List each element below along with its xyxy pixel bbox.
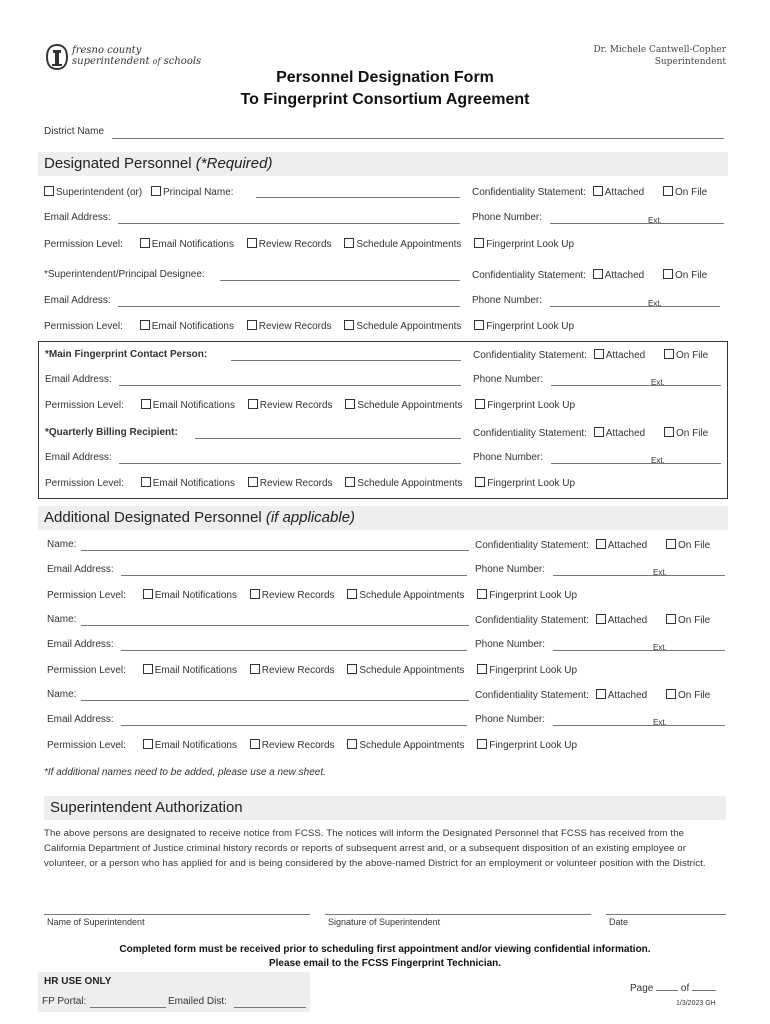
on-file-checkbox-2[interactable] <box>663 269 673 279</box>
additional-note: *If additional names need to be added, please use a new sheet. <box>44 767 326 778</box>
perm-schedule-checkbox-1[interactable] <box>344 238 354 248</box>
phone-field-3[interactable] <box>551 385 721 386</box>
fp-portal-field[interactable] <box>90 1007 166 1008</box>
perm-review-checkbox-1[interactable] <box>247 238 257 248</box>
on-file-checkbox-3[interactable] <box>664 349 674 359</box>
additional-email-field-1[interactable] <box>121 575 467 576</box>
additional-block-3 <box>47 689 737 759</box>
add-perm-email-checkbox-1[interactable] <box>143 589 153 599</box>
on-file-checkbox-7[interactable] <box>666 689 676 699</box>
district-name-label: District Name <box>44 126 105 137</box>
attached-checkbox-2[interactable] <box>593 269 603 279</box>
designee-label: *Superintendent/Principal Designee: <box>44 269 205 280</box>
additional-phone-label-1: Phone Number: <box>475 564 546 575</box>
additional-ext-label-1: Ext. <box>653 568 667 577</box>
on-file-checkbox-4[interactable] <box>664 427 674 437</box>
additional-phone-label-2: Phone Number: <box>475 639 546 650</box>
main-contact-label: *Main Fingerprint Contact Person: <box>45 349 208 360</box>
form-title <box>0 67 770 111</box>
main-contact-field[interactable] <box>231 360 461 361</box>
additional-phone-field-3[interactable] <box>553 725 725 726</box>
perm-schedule-checkbox-3[interactable] <box>345 399 355 409</box>
perm-email-checkbox-3[interactable] <box>141 399 151 409</box>
add-perm-fingerprint-checkbox-1[interactable] <box>477 589 487 599</box>
billing-label: *Quarterly Billing Recipient: <box>45 427 178 438</box>
add-perm-schedule-checkbox-1[interactable] <box>347 589 357 599</box>
fp-portal-label: FP Portal: <box>42 996 87 1007</box>
perm-fingerprint-checkbox-3[interactable] <box>475 399 485 409</box>
principal-checkbox[interactable] <box>151 186 161 196</box>
form-title-line2: To Fingerprint Consortium Agreement <box>240 91 530 108</box>
phone-label-1: Phone Number: <box>472 212 543 223</box>
page-total-field[interactable] <box>692 990 716 991</box>
principal-name-field[interactable] <box>256 197 460 198</box>
email-field-3[interactable] <box>119 385 461 386</box>
superintendent-checkbox[interactable] <box>44 186 54 196</box>
page-number: Page of <box>630 983 716 994</box>
conf-statement-3: Confidentiality Statement: Attached On File <box>473 350 709 361</box>
superintendent-name-field[interactable] <box>44 914 310 915</box>
emailed-dist-label: Emailed Dist: <box>168 996 227 1007</box>
permission-row-3: Permission Level: Email Notifications Review Records Schedule Appointments Fingerprint Look Up <box>45 400 576 411</box>
attached-checkbox-5[interactable] <box>596 539 606 549</box>
add-perm-review-checkbox-2[interactable] <box>250 664 260 674</box>
attached-checkbox-7[interactable] <box>596 689 606 699</box>
add-perm-email-checkbox-2[interactable] <box>143 664 153 674</box>
billing-block <box>45 427 725 497</box>
required-contacts-box <box>38 341 728 499</box>
main-contact-block <box>45 349 725 419</box>
org-name-line2: superintendent of schools <box>72 56 202 67</box>
superintendent-label: Superintendent (or) <box>56 187 143 198</box>
superintendent-header <box>593 44 726 68</box>
perm-email-checkbox-2[interactable] <box>140 320 150 330</box>
phone-label-2: Phone Number: <box>472 295 543 306</box>
additional-email-label-1: Email Address: <box>47 564 114 575</box>
perm-fingerprint-checkbox-1[interactable] <box>474 238 484 248</box>
conf-statement-6: Confidentiality Statement: Attached On File <box>475 615 711 626</box>
additional-email-label-2: Email Address: <box>47 639 114 650</box>
perm-schedule-checkbox-4[interactable] <box>345 477 355 487</box>
conf-statement-4: Confidentiality Statement: Attached On File <box>473 428 709 439</box>
email-label-3: Email Address: <box>45 374 112 385</box>
ext-label-2: Ext. <box>648 299 662 308</box>
phone-label-3: Phone Number: <box>473 374 544 385</box>
superintendent-name: Dr. Michele Cantwell-Copher <box>593 45 726 55</box>
submission-notice-line1: Completed form must be received prior to scheduling first appointment and/or viewing confidential information. <box>119 944 651 955</box>
perm-schedule-checkbox-2[interactable] <box>344 320 354 330</box>
form-title-line1: Personnel Designation Form <box>276 69 494 86</box>
permission-row-4: Permission Level: Email Notifications Review Records Schedule Appointments Fingerprint Look Up <box>45 478 576 489</box>
additional-ext-label-2: Ext. <box>653 643 667 652</box>
permission-row-1: Permission Level: Email Notifications Review Records Schedule Appointments Fingerprint Look Up <box>44 239 575 250</box>
add-perm-fingerprint-checkbox-3[interactable] <box>477 739 487 749</box>
superintendent-name-label: Name of Superintendent <box>47 917 145 927</box>
additional-name-field-3[interactable] <box>81 700 469 701</box>
superintendent-title: Superintendent <box>654 57 726 67</box>
principal-name-label: Principal Name: <box>162 187 234 198</box>
ext-label-3: Ext. <box>651 378 665 387</box>
on-file-checkbox-6[interactable] <box>666 614 676 624</box>
designated-personnel-heading: Designated Personnel (*Required) <box>38 152 728 176</box>
additional-phone-label-3: Phone Number: <box>475 714 546 725</box>
additional-email-label-3: Email Address: <box>47 714 114 725</box>
perm-review-checkbox-2[interactable] <box>247 320 257 330</box>
permission-label-4: Permission Level: <box>45 478 124 489</box>
emailed-dist-field[interactable] <box>234 1007 306 1008</box>
hr-use-only-box <box>38 972 310 1012</box>
conf-statement-7: Confidentiality Statement: Attached On File <box>475 690 711 701</box>
additional-block-2 <box>47 614 737 684</box>
date-label: Date <box>609 917 629 927</box>
add-perm-fingerprint-checkbox-2[interactable] <box>477 664 487 674</box>
permission-label-1: Permission Level: <box>44 239 123 250</box>
additional-email-field-3[interactable] <box>121 725 467 726</box>
on-file-checkbox-1[interactable] <box>663 186 673 196</box>
perm-email-checkbox-4[interactable] <box>141 477 151 487</box>
add-perm-email-checkbox-3[interactable] <box>143 739 153 749</box>
additional-permission-row-3: Permission Level: Email Notifications Review Records Schedule Appointments Fingerprint Look Up <box>47 740 578 751</box>
additional-ext-label-3: Ext. <box>653 718 667 727</box>
additional-phone-field-1[interactable] <box>553 575 725 576</box>
additional-name-label-1: Name: <box>47 539 77 550</box>
phone-label-4: Phone Number: <box>473 452 544 463</box>
form-version: 1/3/2023 GH <box>676 1000 716 1007</box>
permission-label-2: Permission Level: <box>44 321 123 332</box>
additional-block-1 <box>47 539 737 609</box>
conf-statement-5: Confidentiality Statement: Attached On File <box>475 540 711 551</box>
submission-notice-line2: Please email to the FCSS Fingerprint Technician. <box>268 958 502 969</box>
org-name-line1: fresno county <box>72 45 142 56</box>
superintendent-signature-field[interactable] <box>325 914 591 915</box>
email-label-4: Email Address: <box>45 452 112 463</box>
billing-field[interactable] <box>195 438 461 439</box>
additional-email-field-2[interactable] <box>121 650 467 651</box>
attached-checkbox-6[interactable] <box>596 614 606 624</box>
additional-name-label-2: Name: <box>47 614 77 625</box>
phone-field-2[interactable] <box>550 306 720 307</box>
additional-name-field-1[interactable] <box>81 550 469 551</box>
additional-phone-field-2[interactable] <box>553 650 725 651</box>
hr-use-only-title: HR USE ONLY <box>44 976 112 987</box>
submission-notice <box>0 943 770 971</box>
add-perm-review-checkbox-1[interactable] <box>250 589 260 599</box>
additional-name-label-3: Name: <box>47 689 77 700</box>
phone-field-4[interactable] <box>551 463 721 464</box>
ext-label-1: Ext. <box>648 216 662 225</box>
attached-checkbox-4[interactable] <box>594 427 604 437</box>
add-perm-schedule-checkbox-2[interactable] <box>347 664 357 674</box>
additional-permission-label-1: Permission Level: <box>47 590 126 601</box>
date-field[interactable] <box>606 914 726 915</box>
attached-checkbox-1[interactable] <box>593 186 603 196</box>
additional-permission-row-1: Permission Level: Email Notifications Review Records Schedule Appointments Fingerprint Look Up <box>47 590 578 601</box>
phone-field-1[interactable] <box>550 223 724 224</box>
authorization-heading: Superintendent Authorization <box>44 796 726 820</box>
perm-review-checkbox-3[interactable] <box>248 399 258 409</box>
district-name-field[interactable] <box>112 138 724 139</box>
email-field-1[interactable] <box>118 223 460 224</box>
superintendent-block <box>44 186 734 256</box>
email-label-1: Email Address: <box>44 212 111 223</box>
add-perm-schedule-checkbox-3[interactable] <box>347 739 357 749</box>
perm-email-checkbox-1[interactable] <box>140 238 150 248</box>
email-field-4[interactable] <box>119 463 461 464</box>
page-current-field[interactable] <box>656 990 678 991</box>
attached-checkbox-3[interactable] <box>594 349 604 359</box>
permission-label-3: Permission Level: <box>45 400 124 411</box>
email-field-2[interactable] <box>118 306 460 307</box>
superintendent-signature-label: Signature of Superintendent <box>328 917 441 927</box>
additional-permission-row-2: Permission Level: Email Notifications Review Records Schedule Appointments Fingerprint Look Up <box>47 665 578 676</box>
perm-fingerprint-checkbox-4[interactable] <box>475 477 485 487</box>
ext-label-4: Ext. <box>651 456 665 465</box>
on-file-checkbox-5[interactable] <box>666 539 676 549</box>
additional-name-field-2[interactable] <box>81 625 469 626</box>
email-label-2: Email Address: <box>44 295 111 306</box>
conf-statement-1: Confidentiality Statement: Attached On File <box>472 187 708 198</box>
perm-fingerprint-checkbox-2[interactable] <box>474 320 484 330</box>
additional-permission-label-2: Permission Level: <box>47 665 126 676</box>
additional-permission-label-3: Permission Level: <box>47 740 126 751</box>
perm-review-checkbox-4[interactable] <box>248 477 258 487</box>
authorization-paragraph: The above persons are designated to receive notice from FCSS. The notices will inform the Designated Personnel that FCSS has received from the California Department of Justice criminal history records or reports of subsequent arrest and, or a subsequent disposition of an existing employee or volunteer, or a person who has applied for and is being considered by the above-named District for an employment or volunteer position with the District. <box>44 828 706 869</box>
additional-personnel-heading: Additional Designated Personnel (if applicable) <box>38 506 728 530</box>
conf-statement-2: Confidentiality Statement: Attached On File <box>472 270 708 281</box>
add-perm-review-checkbox-3[interactable] <box>250 739 260 749</box>
permission-row-2: Permission Level: Email Notifications Review Records Schedule Appointments Fingerprint Look Up <box>44 321 575 332</box>
designee-block <box>44 269 734 339</box>
designee-name-field[interactable] <box>220 280 460 281</box>
